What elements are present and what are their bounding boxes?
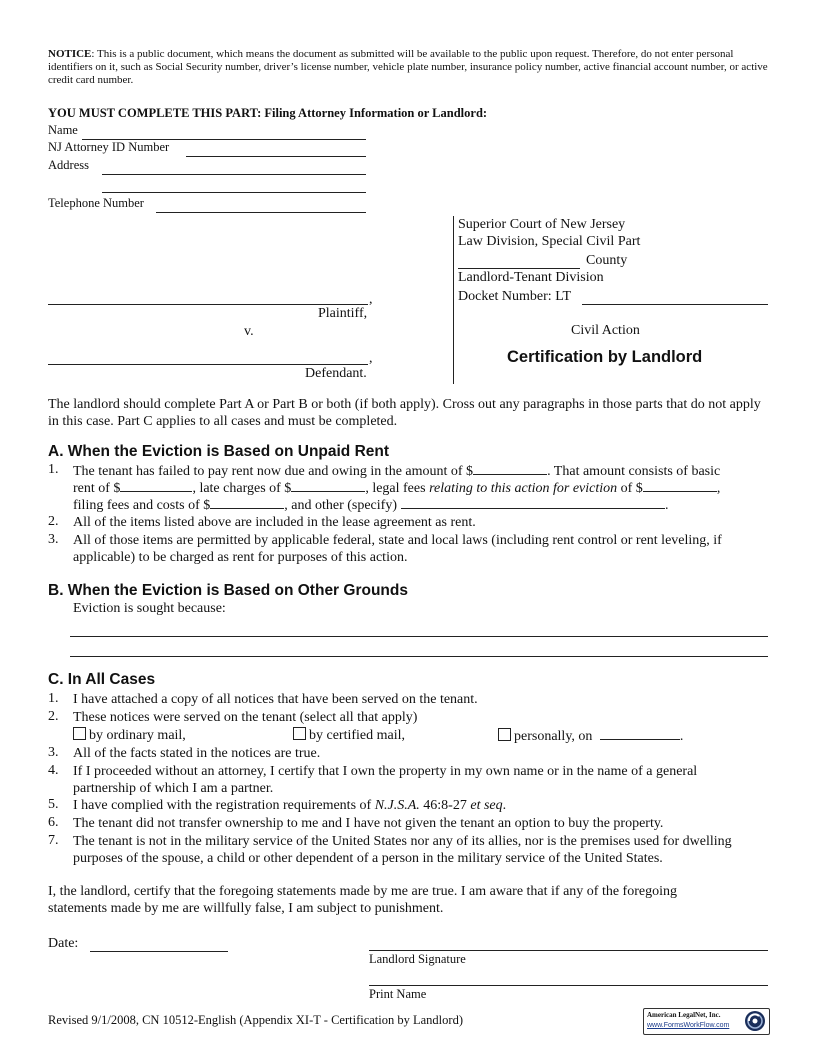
part-a-item-1-line-3 — [73, 496, 668, 514]
filing-heading: YOU MUST COMPLETE THIS PART: Filing Attorney Information or Landlord: — [48, 106, 488, 120]
filing-fees-field[interactable] — [210, 496, 284, 509]
part-c-item-2-number: 2. — [48, 709, 59, 724]
part-c-item-3: All of the facts stated in the notices are true. — [73, 746, 321, 761]
part-b-heading: B. When the Eviction is Based on Other Grounds — [48, 582, 408, 599]
intro-text: The landlord should complete Part A or Part B or both (if both apply). Cross out any paragraphs in those parts that do not apply in this case. Part C applies to all cases and must be completed. — [48, 397, 761, 429]
docket-label: Docket Number: LT — [458, 289, 572, 304]
other-field[interactable] — [401, 496, 665, 509]
court-line-2: Law Division, Special Civil Part — [458, 234, 641, 249]
notice-text: : This is a public document, which means the document as submitted will be available to the public upon request. Therefore, do not enter personal identifiers on it, such as Social Security number, driver’s license number, vehicle plate number, insurance policy number, active financial account number, or active credit card number. — [48, 48, 768, 86]
other-label: , and other (specify) — [284, 498, 397, 513]
basic-rent-field[interactable] — [120, 479, 192, 492]
ordinary-mail-option[interactable] — [73, 727, 186, 744]
notice-label: NOTICE — [48, 48, 92, 60]
civil-action-label: Civil Action — [571, 323, 640, 338]
logo-line-2: www.FormsWorkFlow.com — [647, 1022, 730, 1029]
statute-abbrev: N.J.S.A. — [374, 798, 420, 813]
statute-number: 46:8-27 — [419, 798, 471, 813]
name-label: Name — [48, 123, 78, 137]
personally-checkbox[interactable] — [498, 728, 511, 741]
late-charges-field[interactable] — [291, 479, 365, 492]
address-label: Address — [48, 158, 89, 172]
part-c-heading: C. In All Cases — [48, 671, 156, 688]
part-c-item-5 — [73, 797, 506, 814]
logo-line-1: American LegalNet, Inc. — [647, 1011, 721, 1019]
part-b-reason-line-1[interactable] — [70, 636, 768, 637]
part-a-item-2: All of the items listed above are included in the lease agreement as rent. — [73, 515, 476, 530]
county-label: County — [586, 253, 628, 268]
versus-label: v. — [244, 324, 254, 339]
address-field-1[interactable] — [102, 174, 366, 175]
defendant-comma: , — [369, 351, 373, 366]
late-charges-label: , late charges of $ — [192, 481, 292, 496]
part-c-item-6-number: 6. — [48, 815, 59, 830]
part-b-reason-line-2[interactable] — [70, 656, 768, 657]
telephone-label: Telephone Number — [48, 196, 144, 210]
et-seq: et seq — [470, 798, 503, 813]
certification-text: I, the landlord, certify that the foregoing statements made by me are true. I am aware that if any of the foregoing statements made by me are willfully false, I am subject to punishment. — [48, 884, 677, 916]
print-name-field[interactable] — [369, 985, 768, 986]
part-c-item-6: The tenant did not transfer ownership to me and I have not given the tenant an option to buy the property. — [73, 816, 664, 831]
part-a-item-3: All of those items are permitted by applicable federal, state and local laws (including rent control or rent leveling, if applicable) to be charged as rent for purposes of this action. — [73, 533, 722, 565]
part-a-item-1-line-2 — [73, 479, 720, 497]
landlord-signature-label: Landlord Signature — [369, 952, 466, 966]
registration-period: . — [502, 798, 507, 813]
legal-fees-field[interactable] — [643, 479, 717, 492]
date-field[interactable] — [90, 951, 228, 952]
part-c-item-7: The tenant is not in the military service of the United States nor any of its allies, nor is the premises used for dwelling purposes of the spouse, a child or other dependent of a person in the military service of the United States. — [73, 834, 732, 866]
part-b-text: Eviction is sought because: — [73, 601, 226, 616]
part-a-item-3-number: 3. — [48, 532, 59, 547]
court-line-1: Superior Court of New Jersey — [458, 217, 626, 232]
personally-option[interactable] — [498, 727, 683, 745]
docket-field[interactable] — [582, 304, 768, 305]
part-a-item-2-number: 2. — [48, 514, 59, 529]
publisher-logo[interactable] — [643, 1008, 770, 1035]
telephone-field[interactable] — [156, 212, 366, 213]
basic-rent-intro: . That amount consists of basic — [547, 464, 721, 479]
personally-label: personally, on — [514, 729, 593, 744]
part-a-item-1-line-1 — [73, 462, 720, 480]
part-a-heading: A. When the Eviction is Based on Unpaid Rent — [48, 443, 390, 460]
part-c-item-4-number: 4. — [48, 763, 59, 778]
other-period: . — [664, 498, 669, 513]
date-label: Date: — [48, 936, 79, 951]
filing-fees-label: filing fees and costs of $ — [73, 498, 211, 513]
basic-rent-label: rent of $ — [73, 481, 121, 496]
legal-fees-qualifier: relating to this action for eviction — [429, 481, 618, 496]
personally-period: . — [679, 729, 684, 744]
certified-mail-option[interactable] — [293, 727, 405, 744]
part-c-item-4: If I proceeded without an attorney, I certify that I own the property in my own name or in the name of a general partnership of which I am a partner. — [73, 764, 698, 796]
rent-due-text: The tenant has failed to pay rent now due and owing in the amount of $ — [73, 464, 474, 479]
personally-date-field[interactable] — [600, 727, 680, 740]
registration-text: I have complied with the registration requirements of — [73, 798, 375, 813]
part-c-item-7-number: 7. — [48, 833, 59, 848]
document-title: Certification by Landlord — [507, 348, 703, 366]
defendant-label: Defendant. — [305, 366, 367, 381]
part-c-item-5-number: 5. — [48, 797, 59, 812]
rent-due-field[interactable] — [473, 462, 547, 475]
print-name-label: Print Name — [369, 987, 427, 1001]
certified-mail-checkbox[interactable] — [293, 727, 306, 740]
globe-icon — [744, 1010, 766, 1037]
ordinary-mail-label: by ordinary mail, — [89, 728, 186, 743]
legal-fees-dollar: of $ — [617, 481, 643, 496]
notice-block — [48, 48, 768, 87]
attorney-id-field[interactable] — [186, 156, 366, 157]
plaintiff-comma: , — [369, 292, 373, 307]
court-line-4: Landlord-Tenant Division — [458, 270, 604, 285]
part-a-item-1-number: 1. — [48, 462, 59, 477]
attorney-id-label: NJ Attorney ID Number — [48, 140, 170, 154]
part-c-item-2: These notices were served on the tenant (select all that apply) — [73, 710, 418, 725]
caption-divider — [453, 216, 454, 384]
plaintiff-label: Plaintiff, — [318, 306, 368, 321]
part-c-item-3-number: 3. — [48, 745, 59, 760]
legal-fees-comma: , — [716, 481, 721, 496]
legal-fees-label: , legal fees — [365, 481, 430, 496]
part-c-item-1-number: 1. — [48, 691, 59, 706]
landlord-signature-field[interactable] — [369, 950, 768, 951]
address-field-2[interactable] — [102, 192, 366, 193]
ordinary-mail-checkbox[interactable] — [73, 727, 86, 740]
part-c-item-1: I have attached a copy of all notices that have been served on the tenant. — [73, 692, 478, 707]
revision-footer: Revised 9/1/2008, CN 10512-English (Appendix XI-T - Certification by Landlord) — [48, 1013, 463, 1027]
certified-mail-label: by certified mail, — [309, 728, 406, 743]
